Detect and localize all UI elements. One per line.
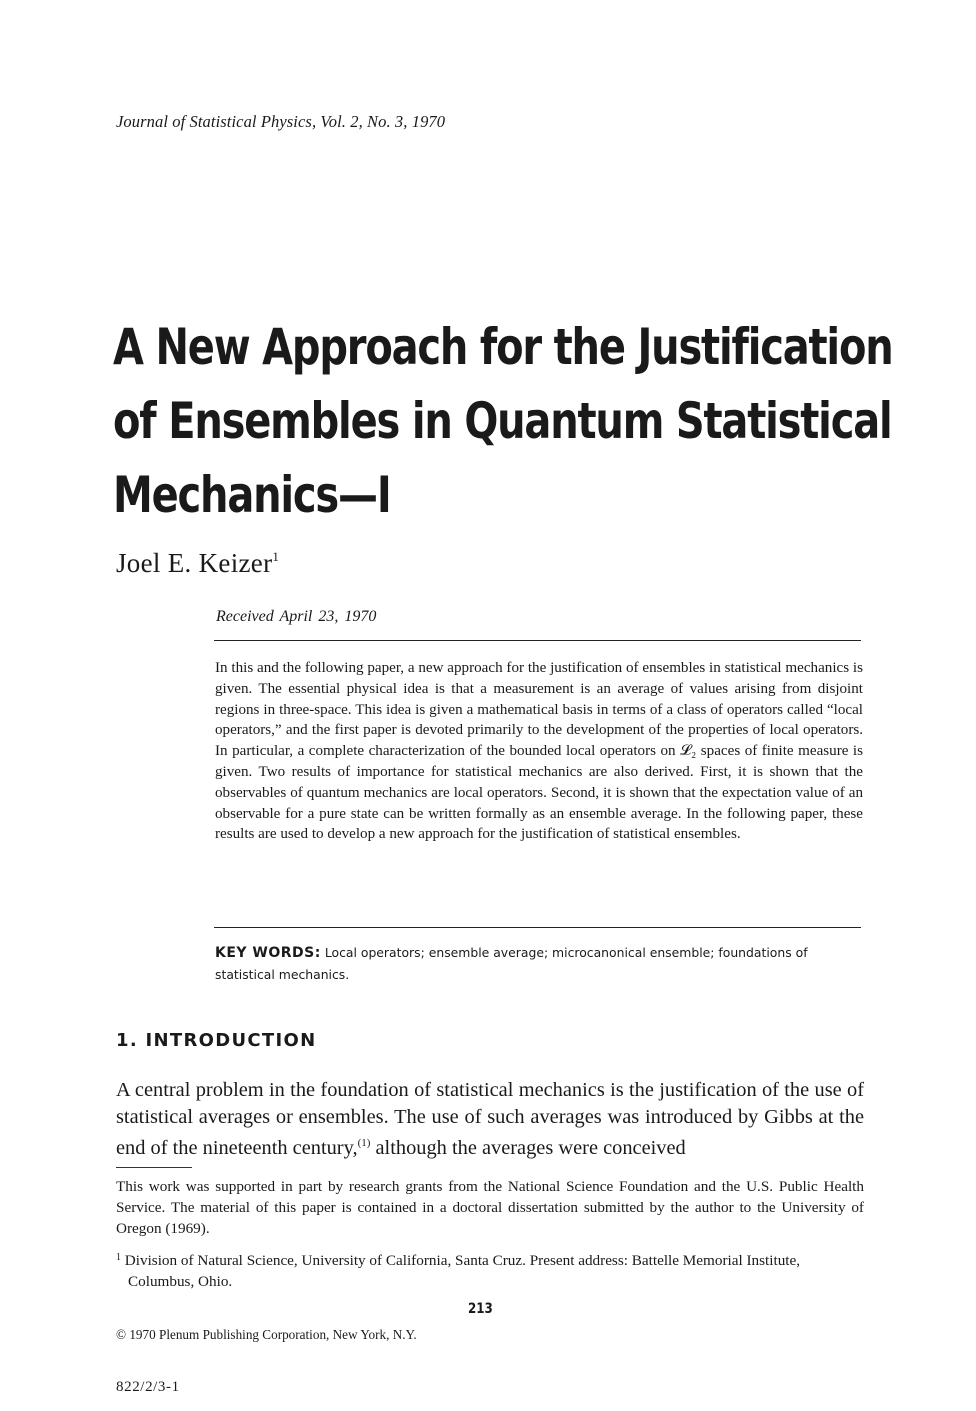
keywords-label: KEY WORDS: xyxy=(215,945,321,961)
section-heading: 1. INTRODUCTION xyxy=(116,1030,317,1051)
affiliation-text: Division of Natural Science, University of California, Santa Cruz. Present address: Battelle Memorial Institute, Columbus, Ohio. xyxy=(124,1252,801,1290)
journal-citation: Journal of Statistical Physics, Vol. 2, No. 3, 1970 xyxy=(116,112,446,131)
footnote-rule xyxy=(116,1167,192,1168)
keywords-text: Local operators; ensemble average; microcanonical ensemble; foundations of statistical mechanics. xyxy=(215,945,808,982)
page-number: 213 xyxy=(468,1301,493,1317)
title-line-2: of Ensembles in Quantum Statistical xyxy=(113,392,892,450)
intro-text-before-ref: A central problem in the foundation of statistical mechanics is the justification of the use of statistical averages or ensembles. The use of such averages was introduced by Gibbs at the end of the nineteenth century, xyxy=(116,1079,864,1159)
title-line-1: A New Approach for the Justification xyxy=(113,318,893,376)
affiliation-footnote xyxy=(116,1247,864,1292)
affiliation-footnote-mark: 1 xyxy=(116,1252,121,1263)
received-date: Received April 23, 1970 xyxy=(216,608,377,625)
citation-ref: (1) xyxy=(357,1137,371,1149)
intro-paragraph xyxy=(116,1077,864,1162)
author-name: Joel E. Keizer xyxy=(116,548,273,578)
abstract: In this and the following paper, a new approach for the justification of ensembles in statistical mechanics is given. The essential physical idea is that a measurement is an average of values arising from disjoint regions in three-space. This idea is given a mathematical basis in terms of a class of operators called “local operators,” and the first paper is devoted primarily to the development of the properties of local operators. In particular, a complete characterization of the bounded local operators on 𝓛₂ spaces of finite measure is given. Two results of importance for statistical mechanics are also derived. First, it is shown that the observables of quantum mechanics are local operators. Second, it is shown that the expectation value of an observable for a pure state can be written formally as an ensemble average. In the following paper, these results are used to develop a new approach for the justification of statistical ensembles. xyxy=(215,660,863,843)
issue-code: 822/2/3-1 xyxy=(116,1379,180,1395)
intro-text-after-ref: although the averages were conceived xyxy=(370,1137,686,1159)
copyright-notice: © 1970 Plenum Publishing Corporation, New York, N.Y. xyxy=(116,1327,417,1342)
author-footnote-mark: 1 xyxy=(272,549,280,564)
keywords xyxy=(215,942,863,985)
author-line xyxy=(116,548,279,579)
support-footnote: This work was supported in part by research grants from the National Science Foundation and the U.S. Public Health Service. The material of this paper is contained in a doctoral dissertation submitted by the author to the University of Oregon (1969). xyxy=(116,1178,864,1237)
abstract-bottom-rule xyxy=(214,927,861,928)
abstract-top-rule xyxy=(214,640,861,641)
paper-title xyxy=(113,310,893,532)
title-line-3: Mechanics—I xyxy=(113,466,391,524)
